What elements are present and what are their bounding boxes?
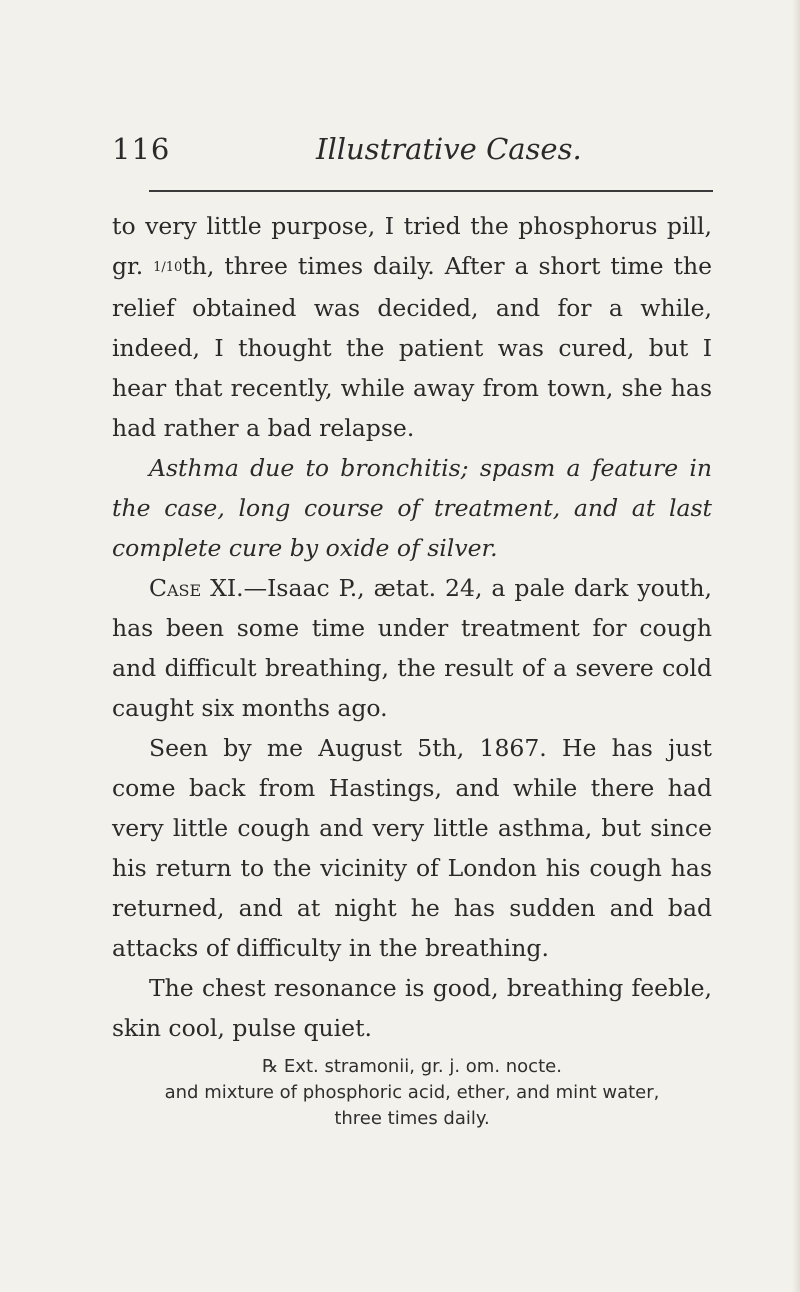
paragraph-seen: Seen by me August 5th, 1867. He has just come back from Hastings, and while there had very little cough and very little asthma, but since his return to the vicinity of London his cough has returned, and at night he has sudden and bad attacks of difficulty in the breathing. [112, 734, 712, 962]
case-heading: Asthma due to bronchitis; spasm a feature in the case, long course of treatment, and at last complete cure by oxide of silver. [112, 454, 712, 562]
header-rule [149, 190, 713, 192]
page-edge-shadow [792, 0, 800, 1292]
paragraph-text: th, three times daily. After a short time the relief obtained was decided, and for a while, indeed, I thought the patient was cured, but I hear that recently, while away from town, she has had rather a bad relapse. [112, 252, 712, 442]
paragraph-text: to very little purpose, I tried the phosphorus pill, gr. [112, 212, 712, 280]
paragraph-continuation [112, 206, 712, 448]
case-text: —Isaac P., ætat. 24, a pale dark youth, has been some time under treatment for cough and difficult breathing, the result of a severe cold caught six months ago. [112, 574, 712, 722]
fraction: 1/10 [153, 260, 183, 275]
page-header [0, 132, 800, 172]
prescription [112, 1054, 712, 1132]
prescription-line: ℞ Ext. stramonii, gr. j. om. nocte. [262, 1056, 562, 1077]
case-paragraph [112, 568, 712, 728]
page-number: 116 [112, 132, 171, 166]
paragraph-chest: The chest resonance is good, breathing feeble, skin cool, pulse quiet. [112, 974, 712, 1042]
prescription-line: three times daily. [334, 1108, 490, 1129]
page-body [112, 206, 712, 1132]
case-label: Case XI. [149, 574, 244, 602]
prescription-line: and mixture of phosphoric acid, ether, and mint water, [164, 1082, 660, 1103]
running-title: Illustrative Cases. [316, 132, 582, 166]
